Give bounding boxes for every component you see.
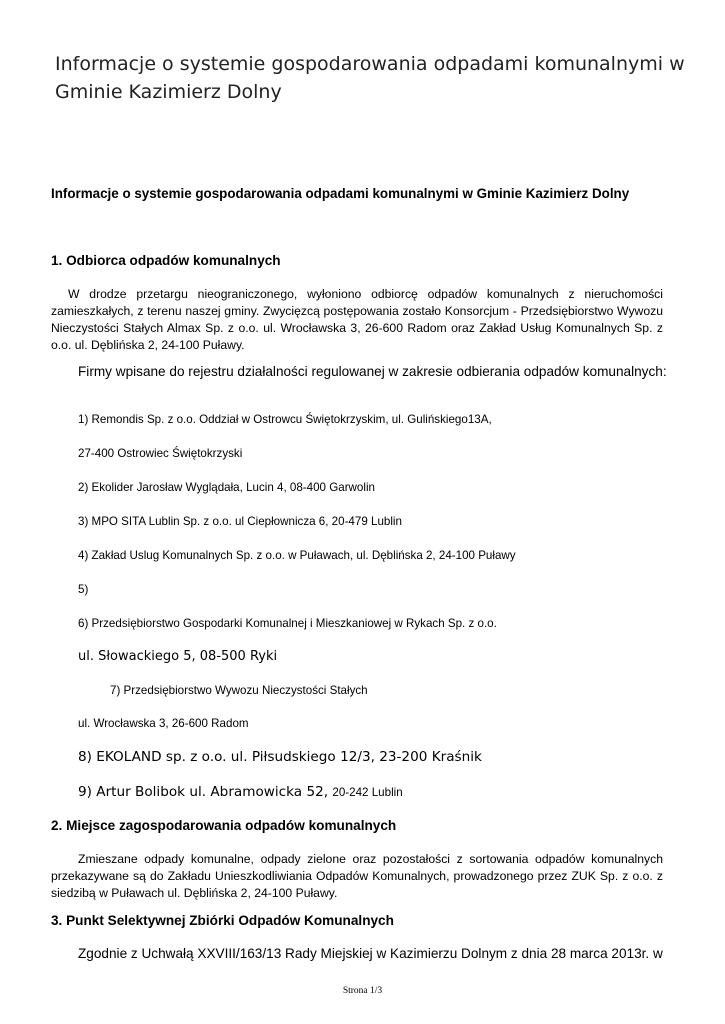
section1-heading: 1. Odbiorca odpadów komunalnych xyxy=(51,253,281,268)
list-item: 2) Ekolider Jarosław Wyglądała, Lucin 4, 08-400 Garwolin xyxy=(78,481,375,494)
list-item: ul. Słowackiego 5, 08-500 Ryki xyxy=(78,649,278,664)
section2-heading: 2. Miejsce zagospodarowania odpadów komunalnych xyxy=(51,818,397,833)
page-number: Strona 1/3 xyxy=(342,986,383,996)
list-item: 4) Zakład Uslug Komunalnych Sp. z o.o. w Puławach, ul. Dęblińska 2, 24-100 Puławy xyxy=(78,549,516,562)
list-item: 7) Przedsiębiorstwo Wywozu Nieczystości Stałych xyxy=(110,684,368,697)
list-item: 5) xyxy=(78,583,89,596)
section3-paragraph: Zgodnie z Uchwałą XXVIII/163/13 Rady Miejskiej w Kazimierzu Dolnym z dnia 28 marca 2013r. w xyxy=(78,946,663,961)
list-item: 3) MPO SITA Lublin Sp. z o.o. ul Ciepłownicza 6, 20-479 Lublin xyxy=(78,515,402,528)
list-item xyxy=(78,784,403,800)
section1-paragraph: W drodze przetargu nieograniczonego, wyłoniono odbiorcę odpadów komunalnych z nieruchomości zamieszkałych, z terenu naszej gminy. Zwycięzcą postępowania zostało Konsorcjum - Przedsiębiorstwo Wywozu Nieczystości Stałych Almax Sp. z o.o. ul. Wrocławska 3, 26-600 Radom oraz Zakład Usług Komunalnych Sp. z o.o. ul. Dęblińska 2, 24-100 Puławy. xyxy=(51,287,663,352)
document-title: Informacje o systemie gospodarowania odpadami komunalnymi w Gminie Kazimierz Dolny xyxy=(51,186,630,201)
page-header-title: Informacje o systemie gospodarowania odpadami komunalnymi w Gminie Kazimierz Dolny xyxy=(55,53,685,103)
list-item-city: 20-242 Lublin xyxy=(332,786,403,799)
section1-intro: Firmy wpisane do rejestru działalności regulowanej w zakresie odbierania odpadów komunalnych: xyxy=(78,364,667,379)
list-item: 27-400 Ostrowiec Świętokrzyski xyxy=(78,447,243,460)
section3-heading: 3. Punkt Selektywnej Zbiórki Odpadów Komunalnych xyxy=(51,913,394,928)
list-item: 8) EKOLAND sp. z o.o. ul. Piłsudskiego 12/3, 23-200 Kraśnik xyxy=(78,749,482,765)
list-item: 1) Remondis Sp. z o.o. Oddział w Ostrowcu Świętokrzyskim, ul. Gulińskiego13A, xyxy=(78,413,492,426)
list-item-text: 9) Artur Bolibok ul. Abramowicka 52, xyxy=(78,784,329,800)
section2-paragraph: Zmieszane odpady komunalne, odpady zielone oraz pozostałości z sortowania odpadów komunalnych przekazywane są do Zakładu Unieszkodliwiania Odpadów Komunalnych, prowadzonego przez ZUK Sp. z o.o. z siedzibą w Puławach ul. Dęblińska 2, 24-100 Puławy. xyxy=(51,852,663,900)
list-item: 6) Przedsiębiorstwo Gospodarki Komunalnej i Mieszkaniowej w Rykach Sp. z o.o. xyxy=(78,617,497,630)
list-item: ul. Wrocławska 3, 26-600 Radom xyxy=(78,717,249,730)
